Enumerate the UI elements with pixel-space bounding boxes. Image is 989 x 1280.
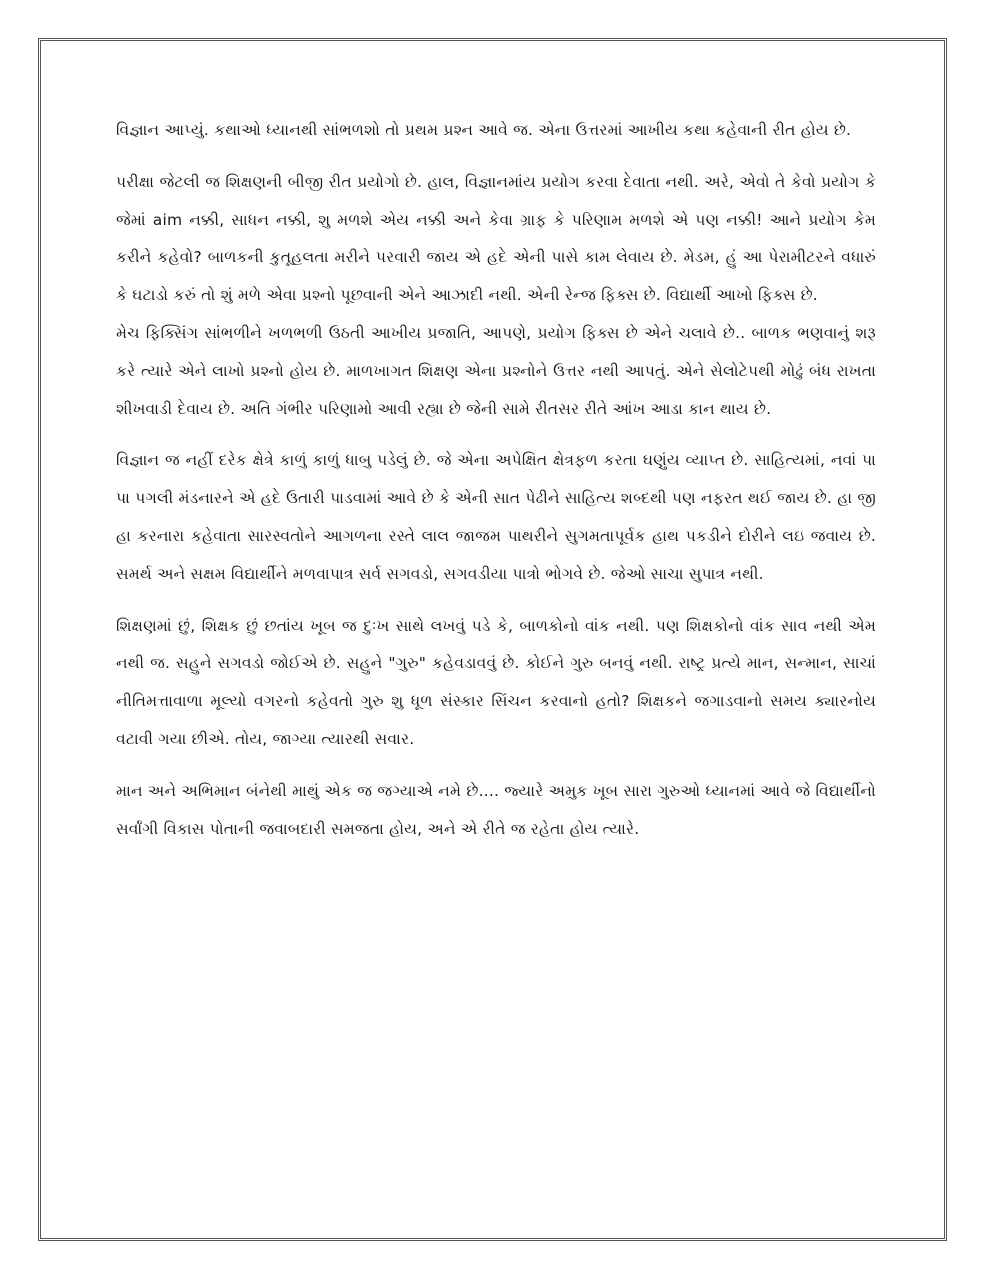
paragraph-5: શિક્ષણમાં છું, શિક્ષક છું છતાંય ખૂબ જ દુઃખ સાથે લખવું પડે કે, બાળકોનો વાંક નથી. પણ શિક્ષકોનો વાંક સાવ નથી એમ નથી જ. સહુને સગવડો જોઈએ છે. સહુને "ગુરુ" કહેવડાવવું છે. કોઈને ગુરુ બનવું નથી. રાષ્ટ્ર પ્રત્યે માન, સન્માન, સાચાં નીતિમત્તાવાળા મૂલ્યો વગરનો કહેવતો ગુરુ શુ ધૂળ સંસ્કાર સિંચન કરવાનો હતો? શિક્ષકને જગાડવાનો સમય ક્યારનોય વટાવી ગયા છીએ. તોય, જાગ્યા ત્યારથી સવાર. xyxy=(116,616,876,748)
paragraph-6: માન અને અભિમાન બંનેથી માથું એક જ જગ્યાએ નમે છે.... જ્યારે અમુક ખૂબ સારા ગુરુઓ ધ્યાનમાં આવે જે વિદ્યાર્થીનો સર્વાંગી વિકાસ પોતાની જવાબદારી સમજતા હોય, અને એ રીતે જ રહેતા હોય ત્યારે. xyxy=(116,781,876,838)
paragraph-3: મેચ ફિક્સિંગ સાંભળીને ખળભળી ઉઠતી આખીય પ્રજાતિ, આપણે, પ્રયોગ ફિક્સ છે એને ચલાવે છે.. બાળક ભણવાનું શરૂ કરે ત્યારે એને લાખો પ્રશ્નો હોય છે. માળખાગત શિક્ષણ એના પ્રશ્નોને ઉત્તર નથી આપતું. એને સેલોટેપથી મોઢું બંધ રાખતા શીખવાડી દેવાય છે. અતિ ગંભીર પરિણામો આવી રહ્યા છે જેની સામે રીતસર રીતે આંખ આડા કાન થાય છે. xyxy=(116,323,876,418)
paragraph-2: પરીક્ષા જેટલી જ શિક્ષણની બીજી રીત પ્રયોગો છે. હાલ, વિજ્ઞાનમાંય પ્રયોગ કરવા દેવાતા નથી. અરે, એવો તે કેવો પ્રયોગ કે જેમાં aim નક્કી, સાધન નક્કી, શુ મળશે એય નક્કી અને કેવા ગ્રાફ કે પરિણામ મળશે એ પણ નક્કી! આને પ્રયોગ કેમ કરીને કહેવો? બાળકની કુતૂહલતા મરીને પરવારી જાય એ હદે એની પાસે કામ લેવાય છે. મેડમ, હું આ પેરામીટરને વધારું કે ઘટાડો કરું તો શું મળે એવા પ્રશ્નો પૂછવાની એને આઝાદી નથી. એની રેન્જ ફિક્સ છે. વિદ્યાર્થી આખો ફિક્સ છે. xyxy=(116,172,876,305)
document-body xyxy=(116,112,876,862)
paragraph-4: વિજ્ઞાન જ નહીં દરેક ક્ષેત્રે કાળું કાળું ધાબુ પડેલું છે. જે એના અપેક્ષિત ક્ષેત્રફળ કરતા ઘણુંય વ્યાપ્ત છે. સાહિત્યમાં, નવાં પા પા પગલી મંડનારને એ હદે ઉતારી પાડવામાં આવે છે કે એની સાત પેઢીને સાહિત્ય શબ્દથી પણ નફરત થઈ જાય છે. હા જી હા કરનારા કહેવાતા સારસ્વતોને આગળના રસ્તે લાલ જાજમ પાથરીને સુગમતાપૂર્વક હાથ પકડીને દોરીને લઇ જવાય છે. સમર્થ અને સક્ષમ વિદ્યાર્થીને મળવાપાત્ર સર્વ સગવડો, સગવડીયા પાત્રો ભોગવે છે. જેઓ સાચા સુપાત્ર નથી. xyxy=(116,451,876,583)
paragraph-1: વિજ્ઞાન આપ્યું. કથાઓ ધ્યાનથી સાંભળશો તો પ્રથમ પ્રશ્ન આવે જ. એના ઉત્તરમાં આખીય કથા કહેવાની રીત હોય છે. xyxy=(116,121,852,139)
